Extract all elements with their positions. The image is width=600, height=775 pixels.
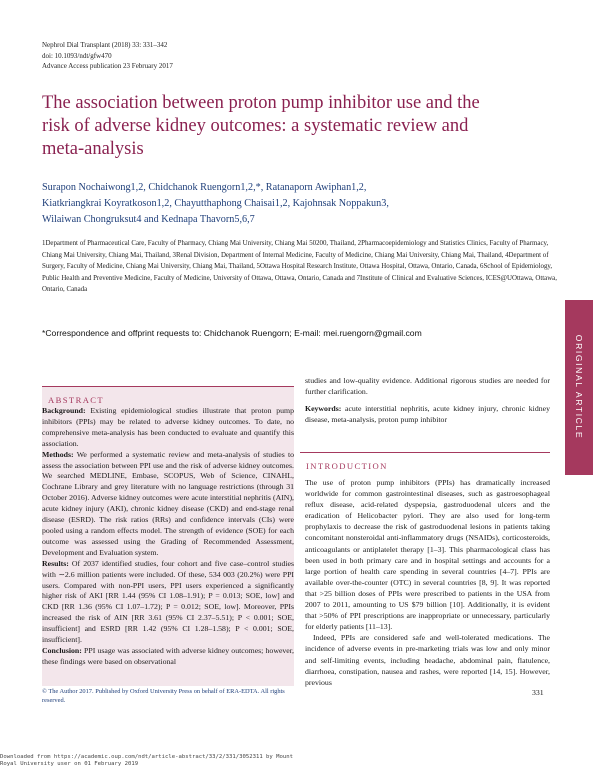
abstract-methods: Methods: We performed a systematic review and meta-analysis of studies to assess the association between PPI use and the risk of adverse kidney outcomes. We searched MEDLINE, Embase, SCOPUS, Web of Science, CINAHL, Cochrane Library and grey literature with no language restrictions (through 31 October 2016). Adverse kidney outcomes were acute interstitial nephritis (AIN), acute kidney injury (AKI), chronic kidney disease (CKD) and end-stage renal disease (ESRD). The risk ratios (RRs) and confidence intervals (CIs) were pooled using a random effects model. The strength of evidence (SOE) for each outcome was assessed using the Grading of Recommended Assessment, Development and Evaluation system. [42, 449, 295, 557]
copyright-notice: © The Author 2017. Published by Oxford University Press on behalf of ERA-EDTA. All rights reserved. [42, 688, 285, 704]
intro-heading: INTRODUCTION [306, 461, 388, 471]
abstract-continued [305, 375, 550, 431]
correspondence: *Correspondence and offprint requests to: Chidchanok Ruengorn; E-mail: mei.ruengorn@gmail.com [42, 328, 422, 338]
article-type-label: ORIGINAL ARTICLE [574, 334, 584, 440]
running-header [42, 40, 173, 72]
abstract-conclusion: Conclusion: PPI usage was associated with adverse kidney outcomes; however, these findings were based on observational [42, 645, 294, 666]
article-type-tab [565, 300, 593, 475]
affiliations: 1Department of Pharmaceutical Care, Faculty of Pharmacy, Chiang Mai University, Chiang Mai 50200, Thailand, 2Pharmacoepidemiology and Statistics Clinics, Faculty of Pharmacy, Chiang Mai University, Chiang Mai, Thailand, 3Renal Division, Department of Internal Medicine, Faculty of Medicine, Chiang Mai University, Chiang Mai, Thailand, 4Department of Surgery, Faculty of Medicine, Chiang Mai University, Chiang Mai, Thailand, 5Ottawa Hospital Research Institute, Ottawa Hospital, Ottawa, Ontario, Canada, 6School of Epidemiology, Public Health and Preventive Medicine, Faculty of Medicine, University of Ottawa, Ottawa, Ontario, Canada and 7Institute of Clinical and Evaluative Sciences, ICES@UOttawa, Ottawa, Ontario, Canada [42, 240, 557, 294]
author-list [42, 180, 542, 228]
intro-paragraph: Indeed, PPIs are considered safe and well-tolerated medications. The incidence of adverse events in pre-marketing trials was low and only minor and self-limiting events, including headache, abdominal pain, flatulence, diarrhoea, constipation, nausea and rashes, were reported [14, 15]. However, previous [305, 633, 550, 687]
abstract-heading: ABSTRACT [48, 395, 105, 405]
abstract-text [42, 406, 294, 668]
intro-heading-bar [300, 452, 550, 475]
page-number: 331 [532, 688, 544, 697]
article-title: The association between proton pump inhibitor use and the risk of adverse kidney outcomes: a systematic review and meta-analysis [42, 93, 480, 159]
author-line: Kiatkriangkrai Koyratkoson1,2, Chayutthaphong Chaisai1,2, Kajohnsak Noppakun3, [42, 198, 389, 209]
introduction-text [305, 477, 550, 688]
doi: doi: 10.1093/ndt/gfw470 [42, 51, 112, 60]
abstract-background: Background: Existing epidemiological studies illustrate that proton pump inhibitors (PPIs) may be related to adverse kidney outcomes. To date, no comprehensive meta-analysis has been conducted to evaluate and quantify this association. [42, 406, 294, 448]
journal-citation: Nephrol Dial Transplant (2018) 33: 331–342 [42, 41, 168, 49]
advance-access: Advance Access publication 23 February 2017 [42, 62, 173, 70]
author-line: Wilaiwan Chongruksut4 and Kednapa Thavorn5,6,7 [42, 214, 255, 225]
author-line: Surapon Nochaiwong1,2, Chidchanok Ruengorn1,2,*, Ratanaporn Awiphan1,2, [42, 182, 367, 193]
abstract-results: Results: Of 2037 identified studies, four cohort and five case–control studies with ∼2.6 million patients were included. Of these, 534 003 (20.2%) were PPI users. Compared with non-PPI users, PPI users experienced a significantly higher risk of AKI [RR 1.44 (95% CI 1.08–1.91); P = 0.013; SOE, low] and CKD [RR 1.36 (95% CI 1.07–1.72); P = 0.012; SOE, low]. Moreover, PPIs increased the risk of AIN [RR 3.61 (95% CI 2.37–5.51); P < 0.001; SOE, insufficient] and ESRD [RR 1.42 (95% CI 1.28–1.58); P < 0.001; SOE, insufficient]. [42, 558, 295, 645]
keywords: Keywords: acute interstitial nephritis, acute kidney injury, chronic kidney disease, meta-analysis, proton pump inhibitor [305, 404, 550, 424]
download-watermark: Downloaded from https://academic.oup.com/ndt/article-abstract/33/2/331/3052311 by Mount Royal University user on 01 February 2019 [0, 754, 293, 767]
abstract-cont-text: studies and low-quality evidence. Additional rigorous studies are needed for further clarification. [305, 376, 550, 396]
intro-paragraph: The use of proton pump inhibitors (PPIs) has dramatically increased worldwide for common gastrointestinal diseases, such as gastroesophageal reflux disease, acid-related dyspepsia, gastroduodenal ulcers and the eradication of Helicobacter pylori. They are also used for long-term prophylaxis to decrease the risk of gastroduodenal lesions in patients taking concomitant nonsteroidal anti-inflammatory drugs (NSAIDs), corticosteroids, anticoagulants or antiplatelet therapy [1–3]. This pharmacological class has been used in both primary care and in hospital settings and accounts for a large portion of health care spending in several countries [4–7]. PPIs are available over-the-counter (OTC) in several countries [8, 9]. It was reported that >25 billion doses of PPIs were prescribed to patients in the USA from 2007 to 2011, amounting to US $79 billion [10]. Additionally, it is evident that >50% of PPI prescriptions are inappropriate or unnecessary, particularly for elderly patients [11–13]. [305, 478, 550, 632]
